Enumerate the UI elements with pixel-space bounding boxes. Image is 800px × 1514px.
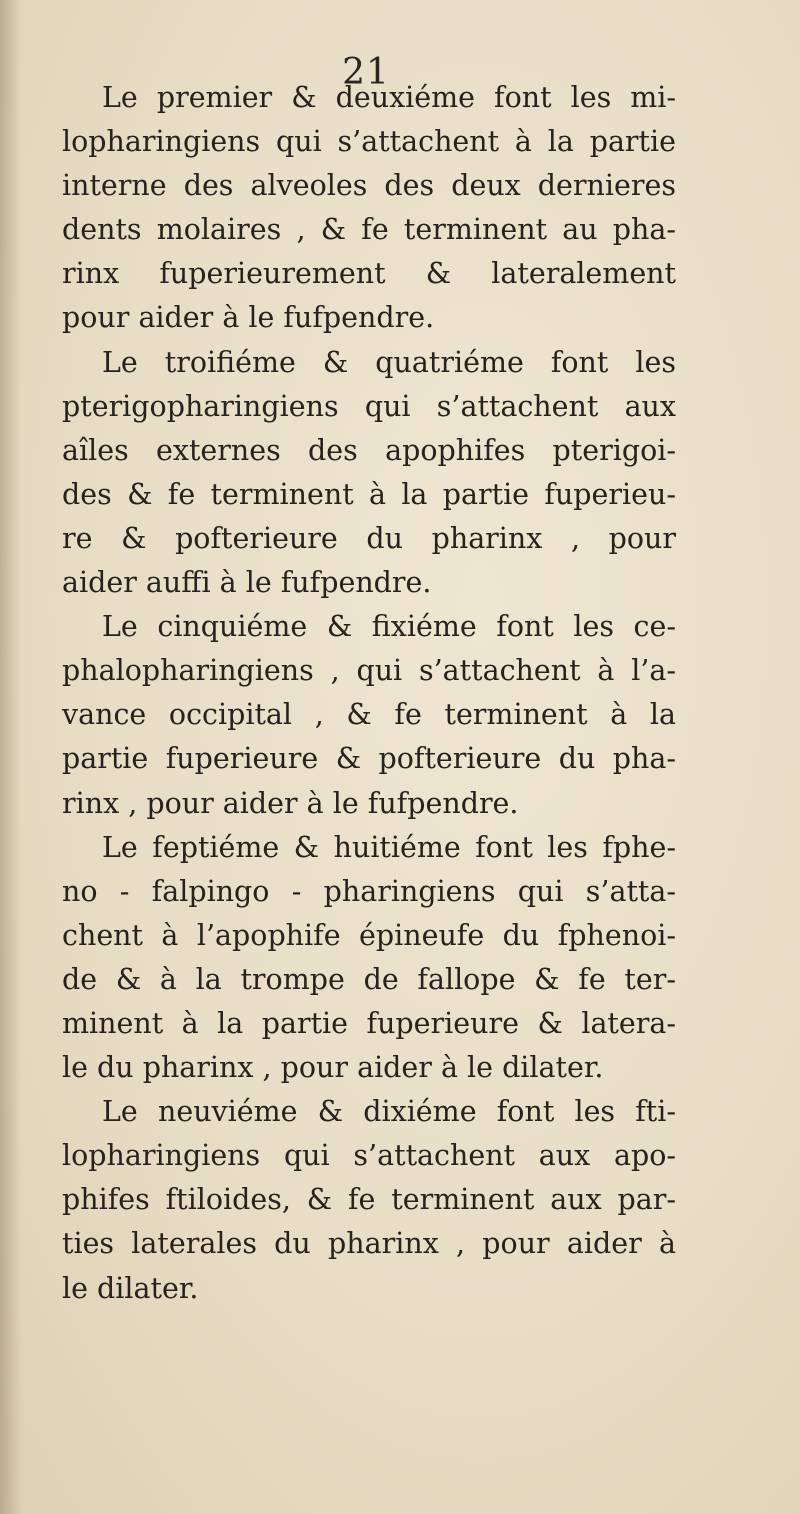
text-line: de & à la trompe de fallope & fe ter- [62, 962, 676, 996]
text-line: Le premier & deuxiéme font les mi- [102, 81, 676, 114]
text-line: ties laterales du pharinx , pour aider à [62, 1227, 676, 1261]
text-line: le dilater. [62, 1271, 199, 1305]
text-line: pterigopharingiens qui s’attachent aux [62, 389, 676, 423]
text-line: Le feptiéme & huitiéme font les fphe- [102, 830, 676, 864]
text-line: re & pofterieure du pharinx , pour [62, 521, 676, 555]
text-line: interne des alveoles des deux dernieres [62, 169, 676, 203]
text-line: no - falpingo - pharingiens qui s’atta- [62, 874, 676, 908]
text-line: Le cinquiéme & fixiéme font les ce- [102, 610, 676, 644]
spine-shadow [0, 0, 22, 1514]
text-line: aider auffi à le fufpendre. [62, 566, 432, 600]
text-line: rinx , pour aider à le fufpendre. [62, 786, 519, 820]
page-number: 21 [342, 52, 390, 93]
text-line: chent à l’apophife épineufe du fphenoi- [62, 918, 676, 952]
text-line: vance occipital , & fe terminent à la [62, 698, 676, 732]
text-line: phalopharingiens , qui s’attachent à l’a- [62, 654, 676, 688]
text-line: rinx fuperieurement & lateralement [62, 257, 676, 291]
text-line: Le neuviéme & dixiéme font les fti- [102, 1095, 676, 1129]
text-line: partie fuperieure & pofterieure du pha- [62, 742, 676, 776]
text-line: Le troifiéme & quatriéme font les [102, 345, 676, 379]
text-line: le du pharinx , pour aider à le dilater. [62, 1051, 604, 1085]
text-line: lopharingiens qui s’attachent aux apo- [62, 1139, 676, 1173]
text-line: pour aider à le fufpendre. [62, 301, 435, 335]
text-line: des & fe terminent à la partie fuperieu- [62, 477, 676, 511]
text-line: phifes ftiloides, & fe terminent aux par- [62, 1183, 676, 1217]
text-line: lopharingiens qui s’attachent à la partie [62, 125, 676, 159]
text-line: aîles externes des apophifes pterigoi- [62, 433, 676, 467]
text-line: minent à la partie fuperieure & latera- [62, 1006, 676, 1040]
text-line: dents molaires , & fe terminent au pha- [62, 213, 676, 247]
body-text [62, 76, 676, 1311]
